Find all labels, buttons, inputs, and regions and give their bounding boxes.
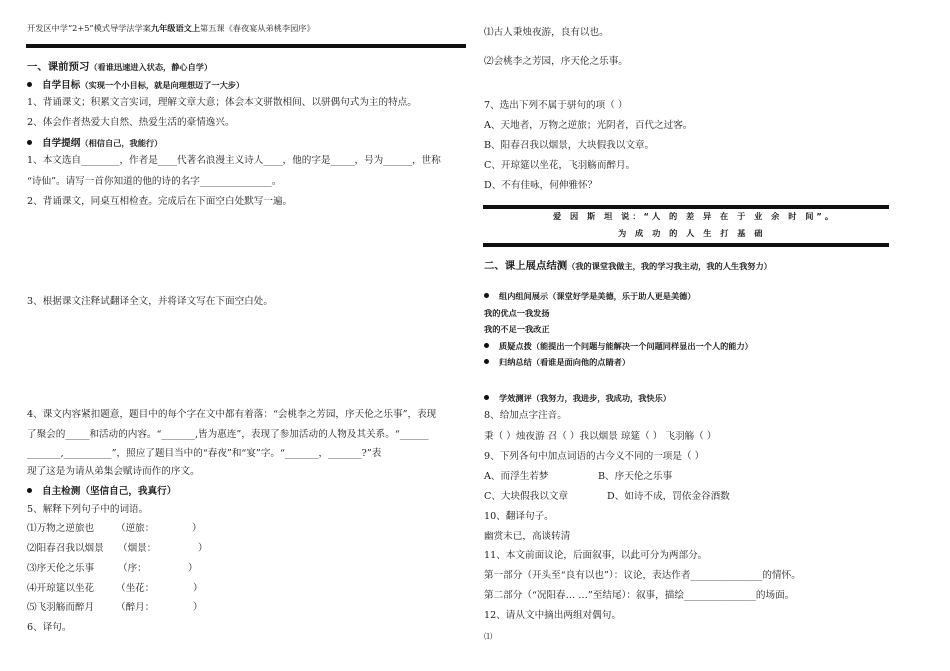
tips-note: （相信自己，我能行）: [80, 138, 163, 148]
question-4-line1: 4、课文内容紧扣题意，题目中的每个字在文中都有着落：“会桃李之芳园，序天伦之乐事”，表现: [27, 409, 437, 420]
doubt-title: 质疑点拨: [499, 341, 532, 351]
summary-heading: [484, 357, 630, 369]
bullet-icon: [484, 359, 489, 364]
q5-item-1: [27, 523, 94, 535]
bullet-icon: [484, 293, 489, 298]
q12-item-1: ⑴: [484, 631, 493, 641]
q7-option-c: C、开琼筵以坐花，飞羽觞而醉月。: [484, 160, 636, 171]
goal-1: 1、背诵课文；积累文言实词，理解文章大意；体会本文骈散相间、以骈偶句式为主的特点。: [27, 97, 417, 108]
translate-item-1: ⑴古人秉烛夜游，良有以也。: [484, 27, 609, 38]
check-heading: [27, 486, 176, 498]
banner-rule-bottom: [483, 243, 889, 247]
bullet-icon: [484, 395, 489, 400]
q5-item-5: [27, 602, 94, 614]
banner-motto: 为 成 功 的 人 生 打 基 础: [618, 228, 766, 238]
group-heading: [484, 291, 696, 303]
summary-title: 归纳总结: [499, 357, 532, 367]
q5-sentence: ⑶序天伦之乐事: [27, 563, 95, 574]
goals-heading: [27, 80, 244, 92]
q5-term-4: （坐花：: [116, 583, 155, 594]
banner-rule-top: [483, 205, 889, 209]
tips-title: 自学提纲: [42, 138, 81, 149]
bullet-icon: [484, 343, 489, 348]
header-prefix: 开发区中学“2+5”模式导学法学案: [27, 23, 151, 33]
q5-close-4: ）: [193, 583, 203, 594]
q5-close-3: ）: [188, 563, 198, 574]
section2-heading: [484, 260, 772, 272]
mine-strength: 我的优点一我发扬: [484, 308, 550, 318]
q11-part-1: 第一部分（开头至“良有以也”）：议论，表达作者_______________的情怀。: [484, 570, 801, 581]
question-4-line3: _______,__________”，照应了题目当中的“春夜”和“宴”字。“_______，_______?”表: [27, 448, 382, 459]
q5-item-4: [27, 583, 94, 595]
question-11: 11、本文前面议论，后面叙事，以此可分为两部分。: [484, 550, 708, 561]
q7-option-b: B、阳春召我以烟景，大块假我以文章。: [484, 140, 655, 151]
q5-term-1: （逆旅：: [116, 523, 155, 534]
q5-term-2: （烟景：: [118, 543, 157, 554]
question-10: 10、翻译句子。: [484, 511, 554, 522]
bullet-icon: [27, 488, 32, 493]
section1-heading: [27, 61, 212, 73]
question-4-line4: 现了这是为请从弟集会赋诗而作的序文。: [27, 466, 200, 477]
question-9: 9、下列各句中加点词语的古今义不同的一项是（ ）: [484, 451, 705, 462]
header-rule: [26, 44, 466, 48]
bullet-icon: [27, 82, 32, 87]
question-6: 6、译句。: [27, 622, 72, 633]
test-title: 学效测评: [499, 393, 532, 403]
question-1-line1: 1、本文选自________，作者是____代著名浪漫主义诗人____，他的字是_____，号为______，世称: [27, 155, 441, 166]
tips-heading: [27, 138, 162, 150]
q5-close-2: ）: [198, 543, 208, 554]
question-3: 3、根据课文注释试翻译全文，并将译文写在下面空白处。: [27, 296, 273, 307]
bullet-icon: [27, 140, 32, 145]
q7-option-a: A、天地者，万物之逆旅；光阴者，百代之过客。: [484, 120, 693, 131]
banner-quote: 爱 因 斯 坦 说：“人 的 差 异 在 于 业 余 时 间”。: [553, 211, 837, 221]
q7-option-d: D、不有佳咏，何伸雅怀？: [484, 180, 598, 191]
header-lesson: 第五课《春夜宴从弟桃李园序》: [200, 23, 315, 33]
translate-item-2: ⑵会桃李之芳园，序天伦之乐事。: [484, 56, 628, 67]
q5-close-1: ）: [192, 523, 202, 534]
q8-words: 秉（ ）烛夜游 召（ ）我以烟景 琼筵（ ） 飞羽觞（ ）: [484, 431, 717, 442]
group-title: 组内组间展示: [499, 291, 549, 301]
q5-close-5: ）: [193, 602, 203, 613]
header-grade: 九年级语文上: [150, 23, 201, 33]
q5-sentence: ⑷开琼筵以坐花: [27, 583, 95, 594]
goals-note: （实现一个小目标，就是向理想迈了一大步）: [80, 80, 245, 90]
goal-2: 2、体会作者热爱大自然、热爱生活的豪情逸兴。: [27, 117, 235, 128]
q11-part-2: 第二部分（“况阳春… …”至结尾）：叙事，描绘_______________的场面。: [484, 590, 795, 601]
test-heading: [484, 393, 671, 405]
question-5: 5、解释下列句子中的词语。: [27, 504, 149, 515]
q9-option-d: D、如诗不成，罚依金谷酒数: [607, 491, 730, 502]
question-8: 8、给加点字注音。: [484, 410, 567, 421]
doubt-heading: [484, 341, 753, 353]
q9-option-c: C、大块假我以文章: [484, 491, 569, 502]
goals-title: 自学目标: [42, 80, 81, 91]
question-7: 7、选出下列不属于骈句的项（ ）: [484, 100, 628, 111]
q5-term-3: （序：: [118, 563, 147, 574]
q5-item-3: [27, 563, 94, 575]
q5-term-5: （醉月：: [116, 602, 155, 613]
q5-sentence: ⑸飞羽觞而醉月: [27, 602, 95, 613]
question-12: 12、请从文中摘出两组对偶句。: [484, 610, 621, 621]
group-note: （课堂好学是美德，乐于助人更是美德）: [548, 291, 696, 301]
summary-note: （看谁是面向他的点睛者）: [531, 357, 631, 367]
q5-sentence: ⑵阳春召我以烟景: [27, 543, 104, 554]
question-1-line2: “诗仙”。请写一首你知道的他的诗的名字_______________。: [27, 176, 282, 187]
q5-sentence: ⑴万物之逆旅也: [27, 523, 95, 534]
section1-title: 一、课前预习: [27, 61, 90, 73]
check-title: 自主检测（坚信自己，我真行）: [42, 486, 177, 497]
section2-title: 二、课上展点结测: [484, 260, 568, 272]
section1-note: （看谁迅速进入状态，静心自学）: [89, 62, 213, 72]
question-4-line2: 了聚会的_____和活动的内容。“_______,皆为惠连”，表现了参加活动的人物及其关系。“______: [27, 429, 429, 440]
page-header: [27, 24, 315, 34]
mine-weakness: 我的不足一我改正: [484, 324, 550, 334]
q9-option-a: A、而浮生若梦: [484, 471, 549, 482]
doubt-note: （能提出一个问题与能解决一个问题同样显出一个人的能力）: [531, 341, 753, 351]
q10-sentence: 幽赏未已，高谈转清: [484, 531, 571, 542]
test-note: （我努力，我进步，我成功，我快乐）: [531, 393, 671, 403]
section2-note: （我的课堂我做主，我的学习我主动，我的人生我努力）: [567, 261, 772, 271]
q9-option-b: B、序天伦之乐事: [598, 471, 673, 482]
q5-item-2: [27, 543, 104, 555]
question-2: 2、背诵课文，同桌互相检查。完成后在下面空白处默写一遍。: [27, 196, 293, 207]
